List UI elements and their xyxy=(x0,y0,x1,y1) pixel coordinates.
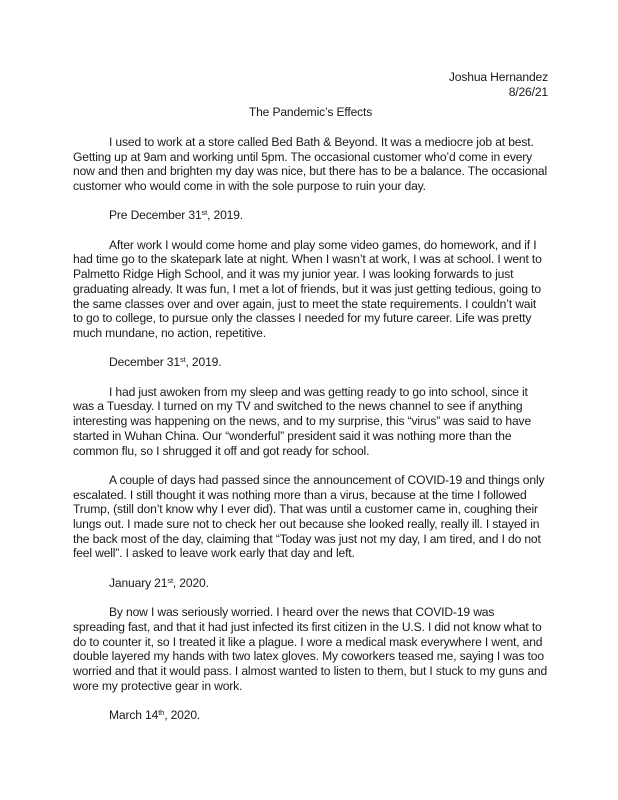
ordinal-suffix: st xyxy=(167,575,173,585)
document-date: 8/26/21 xyxy=(508,84,548,99)
ordinal-suffix: th xyxy=(158,708,165,718)
author-name: Joshua Hernandez xyxy=(448,70,548,84)
section-heading-jan-21 xyxy=(73,576,548,591)
heading-year: , 2019. xyxy=(207,208,244,223)
section-heading-dec-31 xyxy=(73,355,548,370)
paragraph-pre-pandemic: After work I would come home and play some video games, do homework, and if I had time go to the skatepark late at night. When I wasn’t at work, I was at school. I went to Palmetto Ridge High School, and it was my junior year. I was looking forwards to just graduating already. It was fun, I met a lot of friends, but it was just getting tedious, going to the same classes over and over again, just to meet the state requirements. I couldn’t wait to go to college, to pursue only the classes I needed for my future career. Life was pretty much mundane, no action, repetitive. xyxy=(73,237,542,340)
ordinal-suffix: st xyxy=(201,208,208,218)
document-body xyxy=(73,70,548,723)
heading-year: , 2019. xyxy=(185,355,222,370)
heading-text: March 14 xyxy=(109,708,159,723)
document-title: The Pandemic’s Effects xyxy=(248,105,373,120)
section-heading-mar-14 xyxy=(73,708,548,723)
paragraph-worried: By now I was seriously worried. I heard over the news that COVID-19 was spreading fast, and that it had just infected its first citizen in the U.S. I did not know what to do to counter it, so I treated it like a plague. I wore a medical mask everywhere I went, and double layered my hands with two latex gloves. My coworkers teased me, saying I was too worried and that it would pass. I almost wanted to listen to them, but I stuck to my guns and wore my protective gear in work. xyxy=(73,605,548,693)
heading-text: Pre December 31 xyxy=(109,208,202,223)
paragraph-intro: I used to work at a store called Bed Bath & Beyond. It was a mediocre job at best. Getting up at 9am and working until 5pm. The occasional customer who’d come in every now and then and brighten my day was nice, but there has to be a balance. The occasional customer who would come in with the sole purpose to ruin your day. xyxy=(73,134,548,193)
heading-year: , 2020. xyxy=(164,708,201,723)
paragraph-news: I had just awoken from my sleep and was getting ready to go into school, since it was a Tuesday. I turned on my TV and switched to the news channel to see if anything interesting was happening on the news, and to my surprise, this “virus” was said to have started in Wuhan China. Our “wonderful” president said it was nothing more than the common flu, so I shrugged it off and got ready for school. xyxy=(73,384,532,458)
ordinal-suffix: st xyxy=(179,355,186,365)
heading-text: December 31 xyxy=(109,355,180,370)
paragraph-escalation: A couple of days had passed since the announcement of COVID-19 and things only escalated. I still thought it was nothing more than a virus, because at the time I followed Trump, (still don’t know why I ever did). That was until a customer came in, coughing their lungs out. I made sure not to check her out because she looked really, really ill. I stayed in the back most of the day, claiming that “Today was just not my day, I am tired, and I do not feel well”. I asked to leave work early that day and left. xyxy=(73,472,545,561)
heading-text: January 21 xyxy=(109,575,168,590)
section-heading-pre-dec-31 xyxy=(73,208,548,223)
heading-year: , 2020. xyxy=(172,575,209,590)
